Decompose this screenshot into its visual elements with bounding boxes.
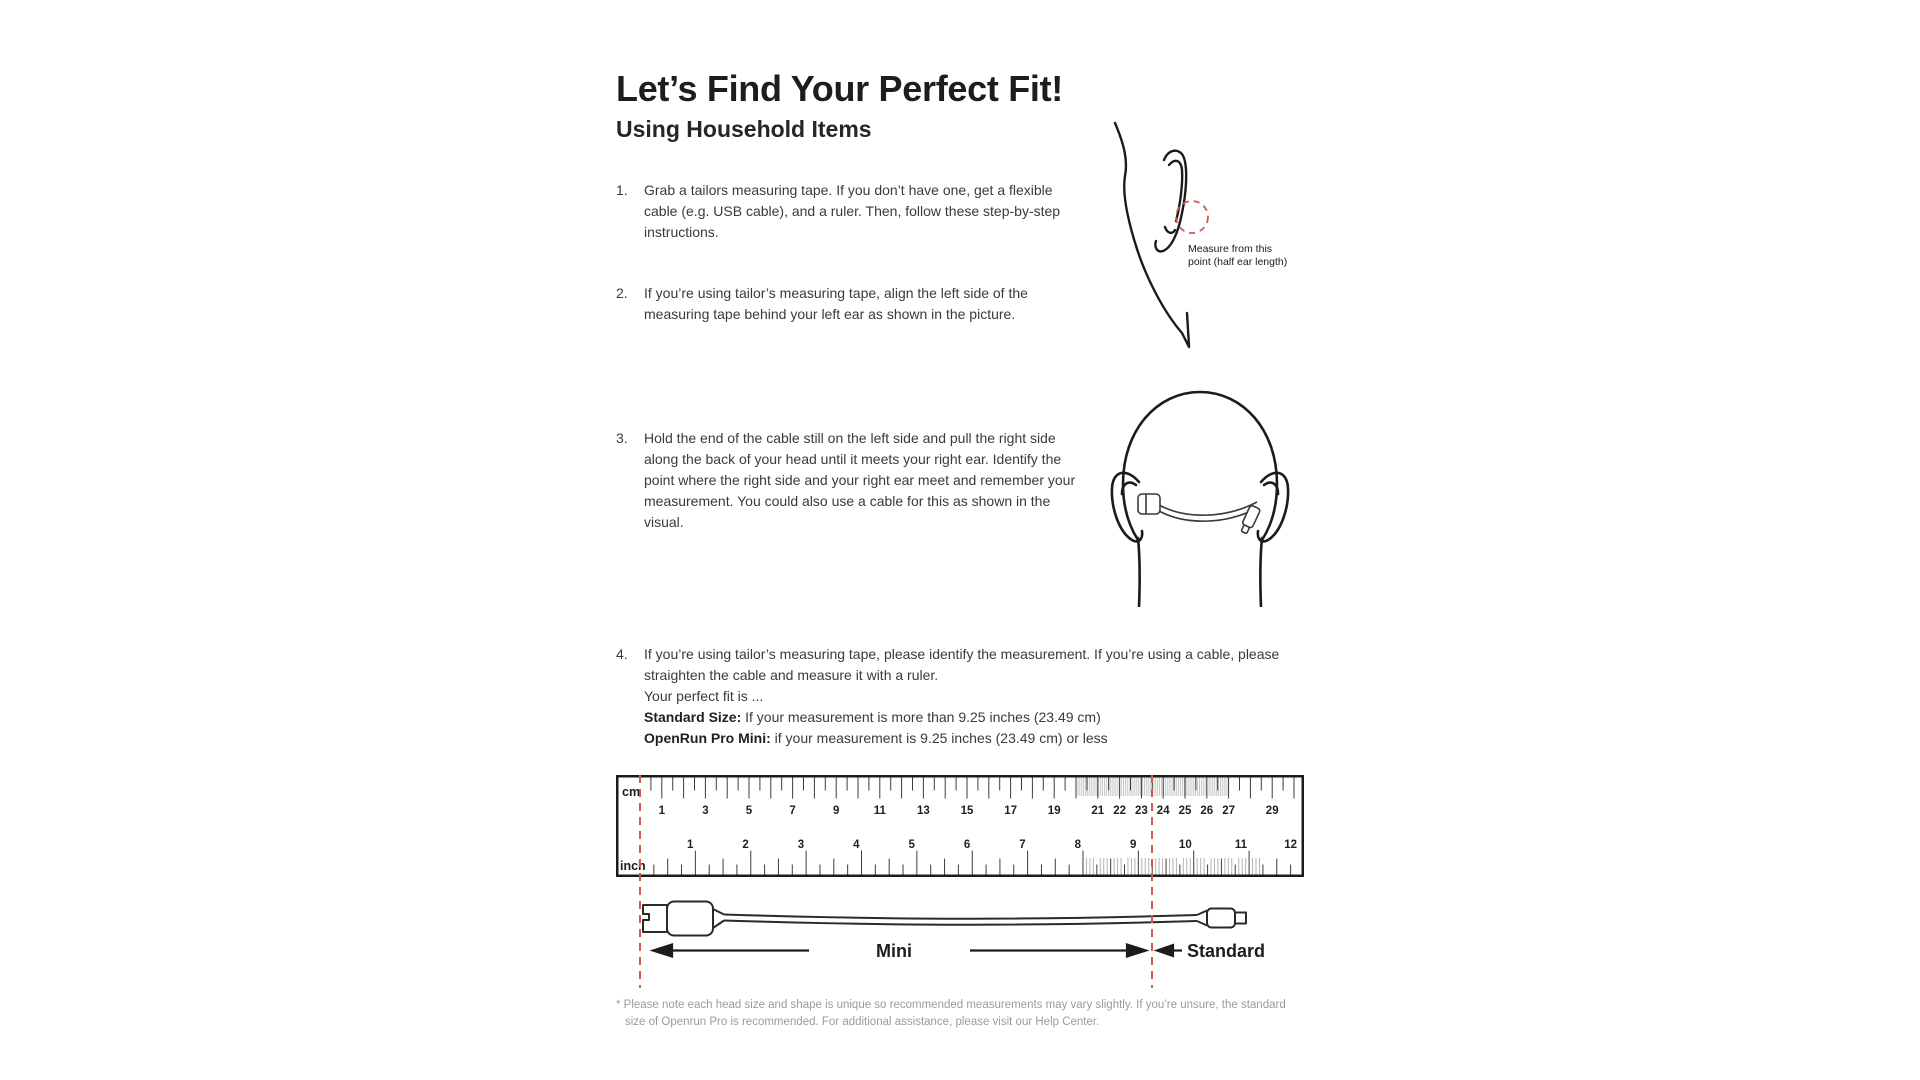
svg-text:29: 29 [1265, 805, 1279, 817]
svg-text:11: 11 [873, 805, 886, 817]
page-title: Let’s Find Your Perfect Fit! [616, 68, 1063, 110]
size-threshold-marker-line [1150, 775, 1154, 988]
measure-point-annotation-line1: Measure from this [1188, 243, 1273, 255]
head-profile-line [1115, 123, 1189, 347]
svg-text:19: 19 [1047, 805, 1061, 817]
footnote-line-2: size of Openrun Pro is recommended. For additional assistance, please visit our Help Center. [625, 1016, 1100, 1028]
svg-text:10: 10 [1178, 839, 1192, 851]
neck-right-line [1260, 538, 1262, 607]
ruler [616, 775, 1304, 877]
svg-text:21: 21 [1091, 805, 1105, 817]
footnote-line-1: * Please note each head size and shape is unique so recommended measurements may vary slightly. If you’re unsure, the standard [616, 999, 1286, 1011]
svg-text:26: 26 [1200, 805, 1214, 817]
cable-around-head [1159, 502, 1257, 521]
standard-range-arrowhead [1157, 945, 1173, 956]
step-text: Hold the end of the cable still on the left side and pull the right side along the back of your head until it meets your right ear. Identify the point where the right side and your right ear meet and remember your measurement. You could also use a cable for this as shown in the visual. [644, 430, 1076, 530]
fit-option-standard-label: Standard Size: [644, 709, 742, 725]
zero-marker-line [638, 775, 642, 988]
step-number: 4. [616, 646, 628, 662]
svg-text:12: 12 [1284, 839, 1297, 851]
svg-text:7: 7 [789, 805, 796, 817]
svg-text:5: 5 [745, 805, 753, 817]
svg-text:3: 3 [702, 805, 709, 817]
ear-inner-line [1169, 161, 1182, 221]
svg-text:22: 22 [1113, 805, 1126, 817]
step-number: 3. [616, 430, 628, 446]
mini-range-label: Mini [876, 941, 912, 961]
fit-option-standard [644, 707, 1344, 728]
instruction-step-2 [616, 283, 1080, 325]
step-number: 2. [616, 285, 628, 301]
svg-text:9: 9 [1129, 839, 1137, 851]
usb-a-plug [643, 905, 667, 932]
step-text: If you’re using tailor’s measuring tape, align the left side of the measuring tape behind your left ear as shown in the picture. [644, 285, 1028, 322]
ear-profile-illustration [1108, 118, 1293, 363]
svg-text:7: 7 [1019, 839, 1026, 851]
cable-neck-right [1197, 911, 1207, 926]
usb-c-tip [1235, 913, 1246, 924]
measure-point-annotation-line2: point (half ear length) [1188, 256, 1288, 268]
ruler-unit-cm-label: cm [622, 785, 641, 799]
step-text: Grab a tailors measuring tape. If you don’t have one, get a flexible cable (e.g. USB cable), and a ruler. Then, follow these step-by-step instructions. [644, 182, 1061, 240]
svg-text:9: 9 [832, 805, 840, 817]
svg-text:13: 13 [917, 805, 930, 817]
back-of-head-illustration [1105, 382, 1300, 607]
svg-text:1: 1 [686, 839, 694, 851]
usb-c-body [1207, 909, 1235, 928]
svg-text:27: 27 [1222, 805, 1235, 817]
instruction-step-4 [616, 644, 1344, 749]
svg-text:24: 24 [1156, 805, 1170, 817]
svg-text:17: 17 [1004, 805, 1017, 817]
usb-a-connector-small [1138, 494, 1160, 514]
svg-text:15: 15 [960, 805, 974, 817]
ruler-unit-inch-label: inch [620, 859, 646, 873]
cable-length-illustration [616, 895, 1304, 987]
svg-text:1: 1 [658, 805, 666, 817]
neck-left-line [1138, 538, 1140, 607]
ear-lobe-detail [1165, 227, 1175, 233]
svg-text:6: 6 [963, 839, 971, 851]
fit-option-mini [644, 728, 1344, 749]
svg-text:5: 5 [908, 839, 915, 851]
usb-a-body [667, 902, 713, 936]
svg-text:2: 2 [742, 839, 749, 851]
instruction-step-3 [616, 428, 1080, 533]
fit-intro: Your perfect fit is ... [644, 688, 764, 704]
footnote [616, 997, 1286, 1031]
svg-text:11: 11 [1234, 839, 1248, 851]
svg-text:25: 25 [1178, 805, 1192, 817]
fit-option-mini-label: OpenRun Pro Mini: [644, 730, 771, 746]
fit-option-mini-text: if your measurement is 9.25 inches (23.49 cm) or less [770, 730, 1108, 746]
svg-text:23: 23 [1135, 805, 1148, 817]
page-subtitle: Using Household Items [616, 116, 872, 143]
svg-text:4: 4 [853, 839, 860, 851]
standard-range-label: Standard [1187, 941, 1266, 961]
svg-text:8: 8 [1074, 839, 1081, 851]
cable-neck-left [713, 909, 724, 928]
svg-text:3: 3 [797, 839, 805, 851]
step-number: 1. [616, 182, 628, 198]
instruction-step-1 [616, 180, 1080, 243]
cable-wire [724, 915, 1197, 925]
fit-option-standard-text: If your measurement is more than 9.25 inches (23.49 cm) [741, 709, 1101, 725]
step-text: If you’re using tailor’s measuring tape, please identify the measurement. If you’re using a cable, please straighten the cable and measure it with a ruler. [644, 646, 1280, 683]
